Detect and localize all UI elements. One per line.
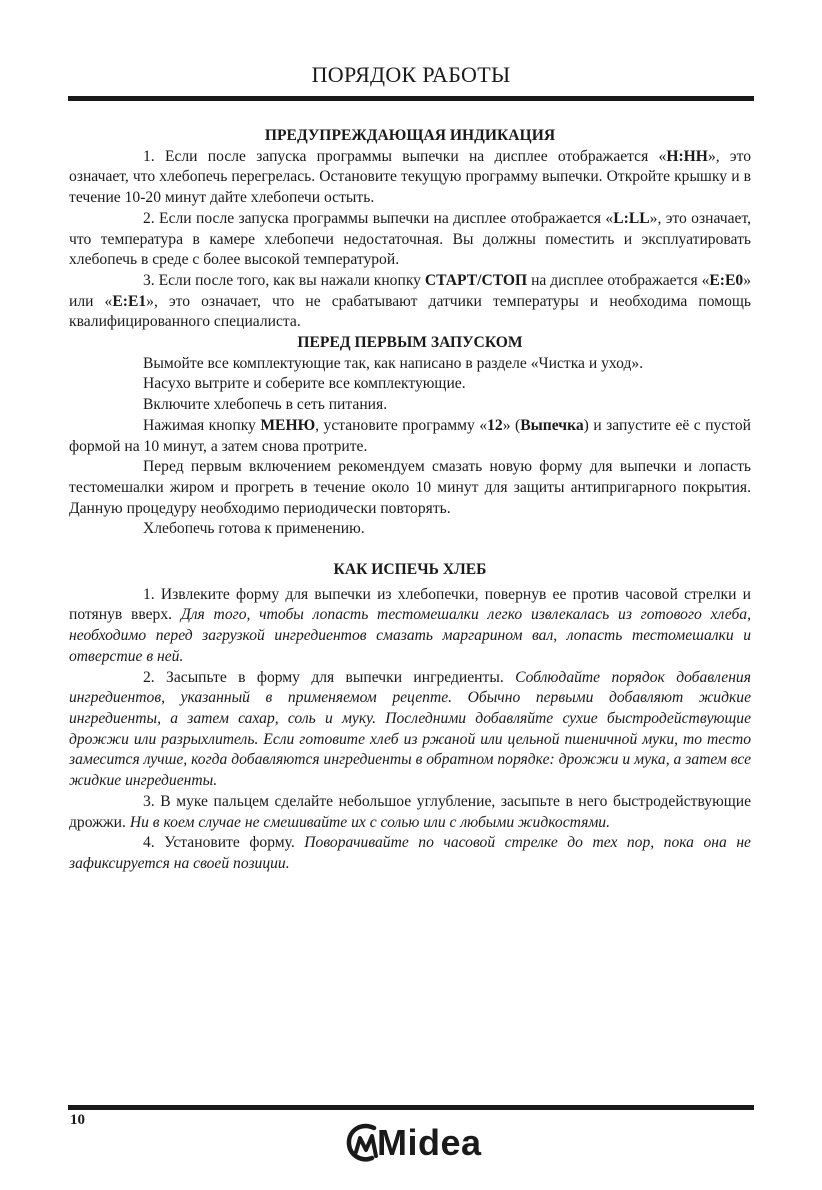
section-title-how-to-bake: КАК ИСПЕЧЬ ХЛЕБ <box>333 561 487 579</box>
text: », это означает, что хлебопечь перегрелась. Остановите текущую программу выпечки. Откройте крышку и в течение 10-20 минут дайте хлебопечи остыть. <box>69 147 751 207</box>
brand-name: Midea <box>377 1122 482 1163</box>
warning-paragraph-1 <box>69 147 751 209</box>
button-name: МЕНЮ <box>260 416 316 434</box>
text: , установите программу « <box>315 416 488 434</box>
first-use-line-2: Насухо вытрите и соберите все комплектующие. <box>143 375 466 393</box>
header-divider <box>68 96 754 101</box>
note: Ни в коем случае не смешивайте их с солью или с любыми жидкостями. <box>129 813 610 831</box>
first-use-line-1: Вымойте все комплектующие так, как написано в разделе «Чистка и уход». <box>143 354 644 372</box>
warning-paragraph-2 <box>69 209 751 271</box>
display-code: H:HH <box>666 147 708 165</box>
program-name: Выпечка <box>520 416 584 434</box>
first-use-line-5: Перед первым включением рекомендуем смазать новую форму для выпечки и лопасть тестомешалки жиром и прогреть в течение около 10 минут для защиты антипригарного покрытия. Данную процедуру необходимо периодически повторять. <box>69 458 751 517</box>
section-gap <box>69 540 751 560</box>
display-code: E:E1 <box>112 292 147 310</box>
first-use-line-6: Хлебопечь готова к применению. <box>143 520 365 538</box>
text: ) и запустите её с пустой формой на 10 минут, а затем снова протрите. <box>69 416 752 455</box>
text: 1. Если после запуска программы выпечки на дисплее отображается « <box>143 147 667 165</box>
text: на дисплее отображается « <box>527 271 710 289</box>
section-title-first-use: ПЕРЕД ПЕРВЫМ ЗАПУСКОМ <box>297 334 523 352</box>
warning-paragraph-3 <box>69 271 751 333</box>
text: 2. Засыпьте в форму для выпечки ингредиенты. <box>143 668 516 686</box>
first-use-line-3: Включите хлебопечь в сеть питания. <box>143 396 388 414</box>
first-use-line-4 <box>69 416 751 457</box>
text: Нажимая кнопку <box>143 416 261 434</box>
bake-step-3 <box>69 792 751 833</box>
page-title: ПОРЯДОК РАБОТЫ <box>311 62 511 87</box>
section-title-warning: ПРЕДУПРЕЖДАЮЩАЯ ИНДИКАЦИЯ <box>264 127 556 144</box>
program-number: 12 <box>487 416 503 434</box>
bake-step-4 <box>69 833 751 874</box>
note: Поворачивайте по часовой стрелке до тех пор, пока она не зафиксируется на своей позиции. <box>69 834 751 872</box>
display-code: L:LL <box>613 209 650 227</box>
note: Соблюдайте порядок добавления ингредиентов, указанный в применяемом рецепте. Обычно первыми добавляют жидкие ингредиенты, а затем сахар, соль и муку. Последними добавляйте сухие быстродействующие дрожжи или разрыхлитель. Если готовите хлеб из ржаной или цельной пшеничной муки, то тесто замесится лучше, когда добавляются ингредиенты в обратном порядке: дрожжи и мука, а затем все жидкие ингредиенты. <box>69 668 751 790</box>
note: Для того, чтобы лопасть тестомешалки легко извлекалась из готового хлеба, необходимо перед загрузкой ингредиентов смазать маргарином вал, лопасть тестомешалки и отверстие в ней. <box>69 606 751 665</box>
text: » или « <box>69 271 751 310</box>
text: 4. Установите форму. <box>143 834 305 852</box>
text: 3. Если после того, как вы нажали кнопку <box>143 271 425 289</box>
button-name: СТАРТ/СТОП <box>424 271 528 289</box>
bake-step-2 <box>69 668 751 792</box>
page-number: 10 <box>70 1112 85 1128</box>
bake-step-1 <box>69 585 751 668</box>
text: », это означает, что не срабатывают датчики температуры и необходима помощь квалифицированного специалиста. <box>69 292 751 331</box>
text: 2. Если после запуска программы выпечки на дисплее отображается « <box>143 209 614 227</box>
brand-logo <box>340 1116 480 1166</box>
page-content <box>69 126 751 875</box>
text: 1. Извлеките форму для выпечки из хлебопечки, повернув ее против часовой стрелки и потянув вверх. <box>69 585 751 624</box>
display-code: E:E0 <box>709 271 744 289</box>
text: 3. В муке пальцем сделайте небольшое углубление, засыпьте в него быстродействующие дрожжи. <box>69 792 751 831</box>
text: » ( <box>502 416 521 434</box>
text: », это означает, что температура в камере хлебопечи недостаточная. Вы должны поместить и эксплуатировать хлебопечь в среде с более высокой температурой. <box>69 209 751 269</box>
footer-divider <box>68 1105 754 1110</box>
